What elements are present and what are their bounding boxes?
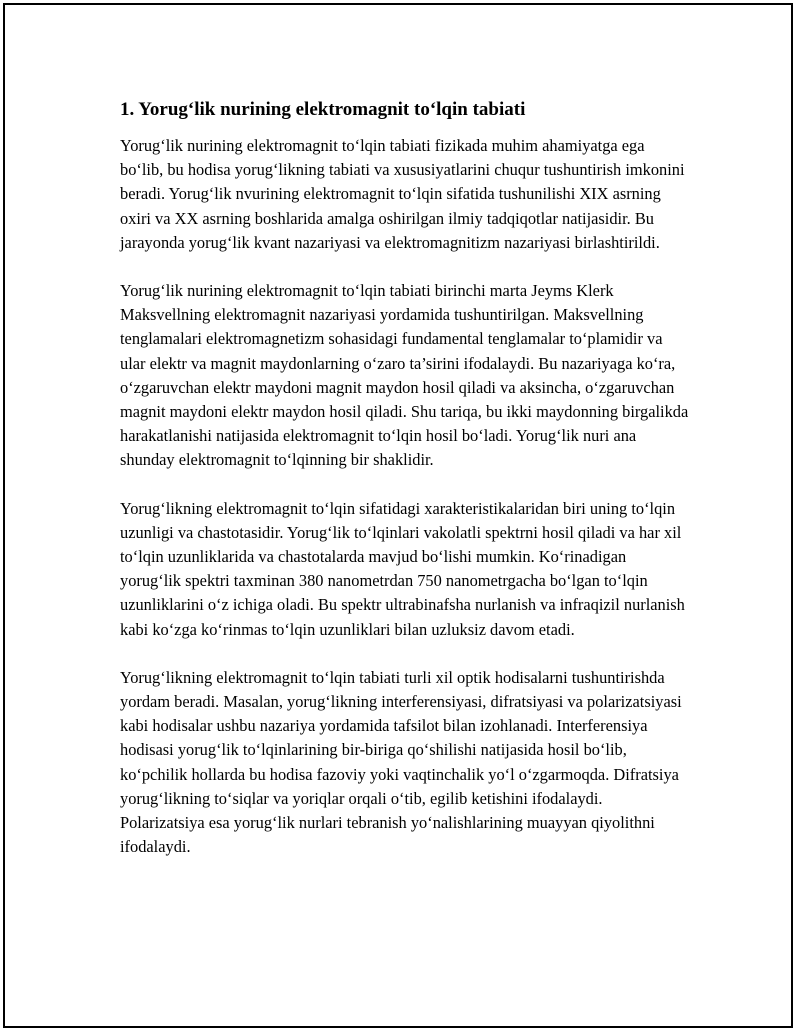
paragraph-1: Yorug‘lik nurining elektromagnit to‘lqin tabiati fizikada muhim ahamiyatga ega bo‘lib, bu hodisa yorug‘likning tabiati va xususiyatlarini chuqur tushuntirish imkonini beradi. Yorug‘lik nvurining elektromagnit to‘lqin sifatida tushunilishi XIX asrning oxiri va XX asrning boshlarida amalga oshirilgan ilmiy tadqiqotlar natijasidir. Bu jarayonda yorug‘lik kvant nazariyasi va elektromagnitizm nazariyasi birlashtirildi. (120, 136, 685, 252)
document-content (120, 98, 690, 883)
paragraph-4: Yorug‘likning elektromagnit to‘lqin tabiati turli xil optik hodisalarni tushuntirishda yordam beradi. Masalan, yorug‘likning interferensiyasi, difratsiyasi va polarizatsiyasi kabi hodisalar ushbu nazariya yordamida tafsilot bilan izohlanadi. Interferensiya hodisasi yorug‘lik to‘lqinlarining bir-biriga qo‘shilishi natijasida hosil bo‘lib, ko‘pchilik hollarda bu hodisa fazoviy yoki vaqtinchalik yo‘l o‘zgarmoqda. Difratsiya yorug‘likning to‘siqlar va yoriqlar orqali o‘tib, egilib ketishini ifodalaydi. Polarizatsiya esa yorug‘lik nurlari tebranish yo‘nalishlarining muayyan qiyolithni ifodalaydi. (120, 667, 682, 857)
paragraph-2: Yorug‘lik nurining elektromagnit to‘lqin tabiati birinchi marta Jeyms Klerk Maksvellning elektromagnit nazariyasi yordamida tushuntirilgan. Maksvellning tenglamalari elektromagnetizm sohasidagi fundamental tenglamalar to‘plamidir va ular elektr va magnit maydonlarning o‘zaro ta’sirini ifodalaydi. Bu nazariyaga ko‘ra, o‘zgaruvchan elektr maydoni magnit maydon hosil qiladi va aksincha, o‘zgaruvchan magnit maydoni elektr maydon hosil qiladi. Shu tariqa, bu ikki maydonning birgalikda harakatlanishi natijasida elektromagnit to‘lqin hosil bo‘ladi. Yorug‘lik nuri ana shunday elektromagnit to‘lqinning bir shaklidir. (120, 281, 689, 470)
paragraph-3: Yorug‘likning elektromagnit to‘lqin sifatidagi xarakteristikalaridan biri uning to‘lqin uzunligi va chastotasidir. Yorug‘lik to‘lqinlari vakolatli spektrni hosil qiladi va har xil to‘lqin uzunliklarida va chastotalarda mavjud bo‘lishi mumkin. Ko‘rinadigan yorug‘lik spektri taxminan 380 nanometrdan 750 nanometrgacha bo‘lgan to‘lqin uzunliklarini o‘z ichiga oladi. Bu spektr ultrabinafsha nurlanish va infraqizil nurlanish kabi ko‘zga ko‘rinmas to‘lqin uzunliklari bilan uzluksiz davom etadi. (120, 498, 685, 639)
document-page (3, 3, 793, 1028)
section-heading: 1. Yorug‘lik nurining elektromagnit to‘lqin tabiati (120, 99, 526, 120)
